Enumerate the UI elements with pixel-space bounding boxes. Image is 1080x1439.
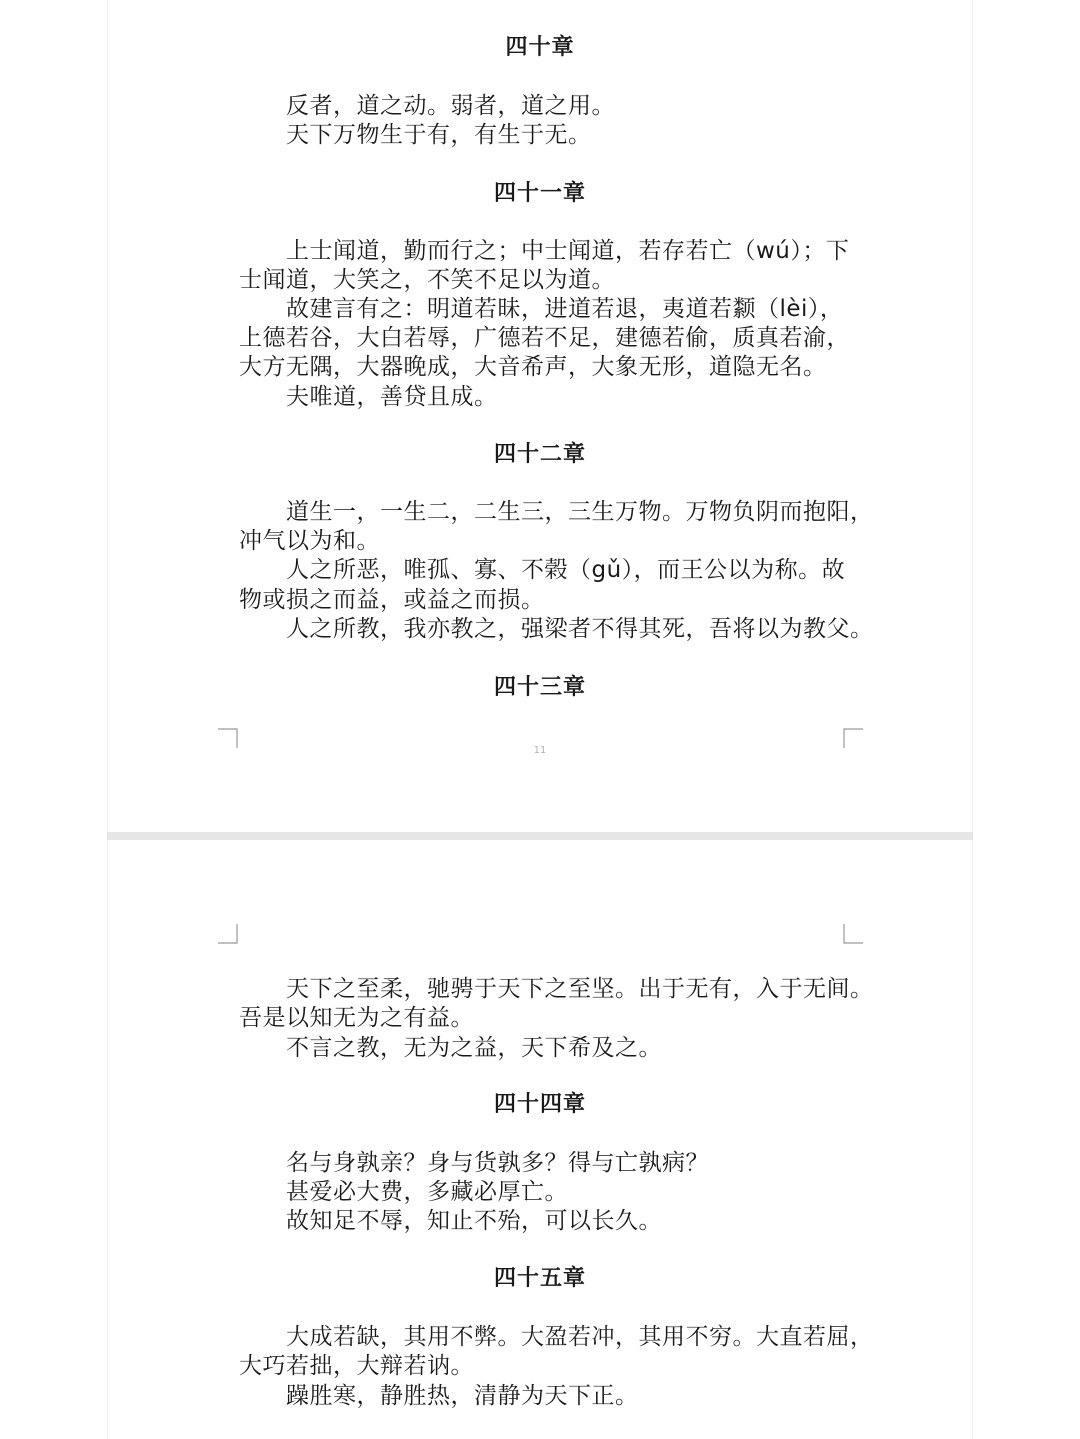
page-number: 11 (533, 745, 547, 756)
text-line: 大巧若拙，大辩若讷。 (239, 1353, 474, 1379)
right-margin (973, 0, 1080, 1439)
page-separator (107, 832, 973, 840)
text-line: 物或损之而益，或益之而损。 (239, 587, 545, 613)
text-line: 故知足不辱，知止不殆，可以长久。 (286, 1208, 662, 1234)
text-line: 故建言有之：明道若昧，进道若退，夷道若颣（lèi）， (286, 296, 844, 322)
text-line: 上德若谷，大白若辱，广德若不足，建德若偷，质真若渝， (239, 325, 850, 351)
chapter-title: 四十四章 (493, 1092, 586, 1117)
text-line: 不言之教，无为之益，天下希及之。 (286, 1035, 662, 1061)
text-line: 大方无隅，大器晚成，大音希声，大象无形，道隐无名。 (239, 354, 827, 380)
text-line: 吾是以知无为之有益。 (239, 1005, 474, 1031)
text-line: 冲气以为和。 (239, 528, 380, 554)
chapter-title: 四十五章 (493, 1266, 586, 1291)
text-line: 士闻道，大笑之，不笑不足以为道。 (239, 267, 615, 293)
text-line: 名与身孰亲？身与货孰多？得与亡孰病？ (286, 1150, 709, 1176)
text-line: 躁胜寒，静胜热，清静为天下正。 (286, 1383, 639, 1409)
text-line: 上士闻道，勤而行之；中士闻道，若存若亡（wú）；下 (286, 238, 850, 264)
text-line: 大成若缺，其用不弊。大盈若冲，其用不穷。大直若屈， (286, 1324, 874, 1350)
chapter-title: 四十三章 (493, 675, 586, 700)
text-line: 天下万物生于有，有生于无。 (286, 122, 592, 148)
left-margin (0, 0, 107, 1439)
chapter-title: 四十章 (505, 35, 575, 60)
text-line: 夫唯道，善贷且成。 (286, 384, 498, 410)
chapter-title: 四十二章 (493, 442, 586, 467)
chapter-title: 四十一章 (493, 181, 586, 206)
text-line: 人之所教，我亦教之，强梁者不得其死，吾将以为教父。 (286, 616, 874, 642)
text-line: 甚爱必大费，多藏必厚亡。 (286, 1179, 568, 1205)
crop-mark-icon (218, 924, 238, 944)
crop-mark-icon (843, 924, 863, 944)
text-line: 反者，道之动。弱者，道之用。 (286, 93, 615, 119)
text-line: 人之所恶，唯孤、寡、不榖（gǔ），而王公以为称。故 (286, 557, 846, 583)
text-line: 道生一，一生二，二生三，三生万物。万物负阴而抱阳， (286, 499, 874, 525)
text-line: 天下之至柔，驰骋于天下之至坚。出于无有，入于无间。 (286, 976, 874, 1002)
